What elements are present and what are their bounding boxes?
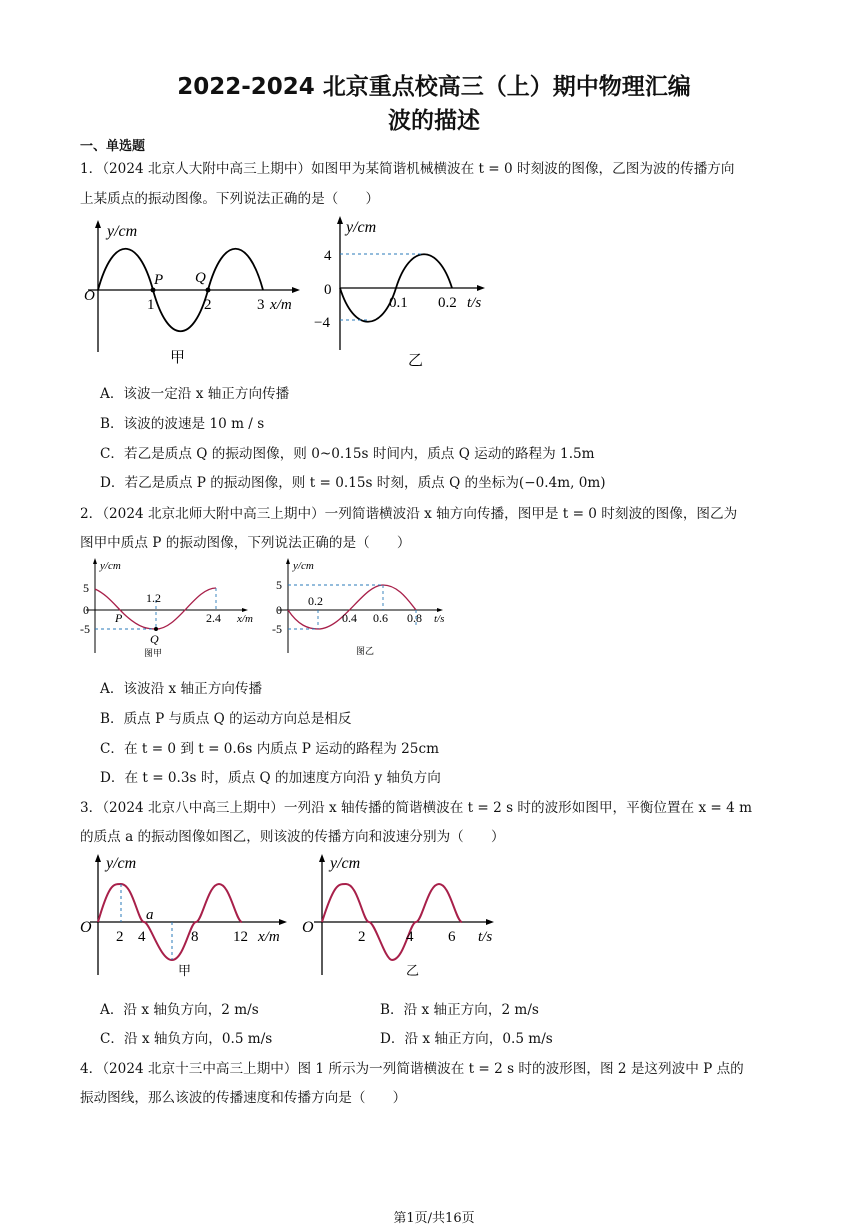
tick-label: 2 — [358, 929, 366, 945]
tick-label: 4 — [324, 248, 332, 264]
tick-label: 8 — [191, 929, 199, 945]
axis-label-y: y/cm — [330, 855, 361, 872]
tick-label: -5 — [80, 622, 90, 636]
tick-label: −4 — [314, 315, 330, 331]
axis-label-y: y/cm — [107, 223, 138, 240]
q1-figure-jia — [80, 212, 310, 372]
axis-label-y: y/cm — [100, 560, 121, 572]
axis-label-x: t/s — [478, 929, 493, 945]
origin-label: O — [80, 919, 92, 936]
q1-option-d: D．若乙是质点 P 的振动图像，则 t = 0.15s 时刻，质点 Q 的坐标为(−0.4m, 0m) — [100, 475, 606, 491]
q3-option-b: B．沿 x 轴正方向，2 m/s — [380, 1002, 539, 1018]
tick-label: 2.4 — [206, 611, 221, 625]
tick-label: 0.2 — [308, 594, 323, 608]
q3-stem-line1: 3．（2024 北京八中高三上期中）一列沿 x 轴传播的简谐横波在 t = 2 s 时的波形如图甲，平衡位置在 x = 4 m — [80, 800, 753, 816]
origin-label: O — [302, 919, 314, 936]
tick-label: 0 — [276, 603, 282, 617]
axis-label-x: t/s — [434, 613, 445, 625]
q2-option-a: A．该波沿 x 轴正方向传播 — [100, 681, 263, 697]
q3-option-a: A．沿 x 轴负方向，2 m/s — [100, 1002, 259, 1018]
tick-label: 0.8 — [407, 611, 422, 625]
q1-option-c: C．若乙是质点 Q 的振动图像，则 0~0.15s 时间内，质点 Q 运动的路程为 1.5m — [100, 446, 595, 462]
tick-label: 4 — [138, 929, 146, 945]
q1-option-b: B．该波的波速是 10 m / s — [100, 416, 265, 432]
axis-label-x: t/s — [467, 295, 482, 311]
tick-label: 3 — [257, 297, 265, 313]
point-p-label: P — [154, 272, 164, 288]
point-q-label: Q — [195, 270, 206, 286]
q2-stem-line2: 图甲中质点 P 的振动图像，下列说法正确的是（ ） — [80, 535, 411, 551]
tick-label: 2 — [204, 297, 212, 313]
figure-caption: 乙 — [406, 963, 420, 978]
tick-label: 1 — [147, 297, 155, 313]
tick-label: 6 — [448, 929, 456, 945]
q1-figure-yi — [310, 210, 500, 380]
tick-label: 0.4 — [342, 611, 357, 625]
tick-label: 0.1 — [389, 295, 408, 311]
tick-label: 2 — [116, 929, 124, 945]
figure-caption: 图乙 — [356, 646, 375, 656]
figure-caption: 乙 — [408, 353, 424, 369]
q3-option-c: C．沿 x 轴负方向，0.5 m/s — [100, 1031, 273, 1047]
q3-stem-line2: 的质点 a 的振动图像如图乙，则该波的传播方向和波速分别为（ ） — [80, 829, 505, 845]
axis-label-y: y/cm — [293, 560, 314, 572]
figure-caption: 甲 — [170, 350, 186, 366]
tick-label: 0.2 — [438, 295, 457, 311]
axis-label-x: x/m — [237, 613, 253, 625]
q2-option-b: B．质点 P 与质点 Q 的运动方向总是相反 — [100, 711, 352, 727]
figure-caption: 图甲 — [144, 648, 163, 658]
q2-option-d: D．在 t = 0.3s 时，质点 Q 的加速度方向沿 y 轴负方向 — [100, 770, 441, 786]
tick-label: 5 — [276, 578, 282, 592]
tick-label: 4 — [406, 929, 414, 945]
tick-label: 0.6 — [373, 611, 388, 625]
axis-label-y: y/cm — [346, 219, 377, 236]
tick-label: 12 — [233, 929, 248, 945]
section-heading: 一、单选题 — [80, 139, 146, 154]
q3-option-d: D．沿 x 轴正方向，0.5 m/s — [380, 1031, 553, 1047]
q4-stem-line2: 振动图线，那么该波的传播速度和传播方向是（ ） — [80, 1090, 407, 1106]
q3-figure-yi — [298, 850, 508, 985]
figure-caption: 甲 — [178, 963, 192, 978]
q1-option-a: A．该波一定沿 x 轴正方向传播 — [100, 386, 290, 402]
page-title: 2022-2024 北京重点校高三（上）期中物理汇编 — [177, 74, 691, 100]
tick-label: -5 — [272, 622, 282, 636]
q2-option-c: C．在 t = 0 到 t = 0.6s 内质点 P 运动的路程为 25cm — [100, 741, 439, 757]
point-p-label: P — [115, 611, 123, 625]
page-footer: 第1页/共16页 — [393, 1211, 475, 1226]
tick-label: 5 — [83, 581, 89, 595]
page-subtitle: 波的描述 — [388, 108, 480, 134]
point-q-label: Q — [150, 632, 159, 646]
q1-stem-line2: 上某质点的振动图像。下列说法正确的是（ ） — [80, 191, 380, 207]
point-a-label: a — [146, 907, 154, 923]
axis-label-x: x/m — [270, 297, 292, 313]
q2-figure-jia — [80, 555, 260, 665]
axis-label-y: y/cm — [106, 855, 137, 872]
axis-label-x: x/m — [258, 929, 280, 945]
tick-label: 0 — [83, 603, 89, 617]
q3-figure-jia — [78, 850, 293, 985]
tick-label: 0 — [324, 282, 332, 298]
origin-label: O — [84, 288, 95, 304]
q2-figure-yi — [268, 555, 458, 665]
q4-stem-line1: 4．（2024 北京十三中高三上期中）图 1 所示为一列简谐横波在 t = 2 s 时的波形图，图 2 是这列波中 P 点的 — [80, 1061, 744, 1077]
q1-stem-line1: 1．（2024 北京人大附中高三上期中）如图甲为某简谐机械横波在 t = 0 时刻波的图像，乙图为波的传播方向 — [80, 161, 735, 177]
tick-label: 1.2 — [146, 591, 161, 605]
q2-stem-line1: 2．（2024 北京北师大附中高三上期中）一列简谐横波沿 x 轴方向传播，图甲是 t = 0 时刻波的图像，图乙为 — [80, 506, 738, 522]
